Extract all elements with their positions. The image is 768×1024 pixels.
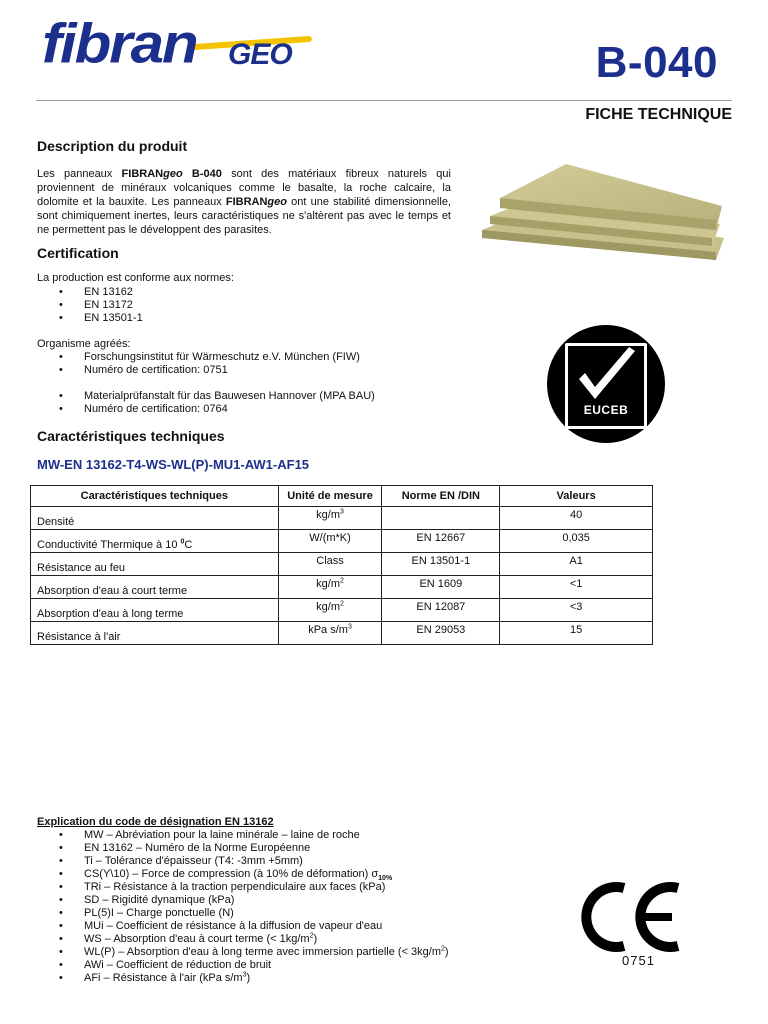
sheet-title: FICHE TECHNIQUE [585, 106, 732, 123]
characteristics-heading: Caractéristiques techniques [37, 428, 225, 444]
table-row [31, 599, 653, 622]
cell-norm: EN 1609 [382, 576, 500, 599]
cell-value: 40 [500, 507, 653, 530]
cell-value: 15 [500, 622, 653, 645]
list-item: • EN 13162 – Numéro de la Norme Européenne [37, 842, 537, 855]
product-panels-image [476, 158, 728, 268]
cell-unit: $kg/m^3$ [278, 507, 382, 530]
header-divider [36, 100, 732, 101]
explanation-list [37, 829, 537, 985]
cell-name: Conductivité Thermique à 10 $^0$C [31, 530, 279, 553]
cell-name: Résistance au feu [31, 553, 279, 576]
cell-unit: $kg/m^2$ [278, 576, 382, 599]
cell-value: 0,035 [500, 530, 653, 553]
table-row [31, 553, 653, 576]
list-item: • Numéro de certification: 0751 [37, 364, 360, 377]
cell-name: Densité [31, 507, 279, 530]
list-item: • PL(5)I – Charge ponctuelle (N) [37, 907, 537, 920]
description-text: Les panneaux FIBRANgeo B-040 sont des matériaux fibreux naturels qui proviennent de minéraux volcaniques comme le basalte, la roche calcaire, la dolomite et la bauxite. Les panneaux FIBRANgeo ont une stabilité dimensionnelle, sont chimiquement inertes, leurs caractéristiques ne s'altèrent pas avec le temps et ne permettent pas le développent des parasites. [37, 168, 451, 236]
euceb-label: EUCEB [583, 403, 629, 417]
cell-norm [382, 507, 500, 530]
column-header: Norme EN /DIN [382, 486, 500, 507]
org-intro: Organisme agréés: [37, 338, 131, 350]
certification-heading: Certification [37, 245, 119, 261]
euceb-badge [547, 325, 665, 443]
product-code: B-040 [595, 38, 718, 87]
cell-norm: EN 12667 [382, 530, 500, 553]
list-item: • WL(P) – Absorption d'eau à long terme avec immersion partielle (< $3kg/m^2$) [37, 946, 537, 959]
explanation-heading: Explication du code de désignation EN 13162 [37, 816, 274, 828]
list-item: • CS(Y\10) – Force de compression (à 10% de déformation) $\sigma_{10\%}$ [37, 868, 537, 881]
list-item: • Numéro de certification: 0764 [37, 403, 375, 416]
cell-value: <3 [500, 599, 653, 622]
designation-code: MW-EN 13162-T4-WS-WL(P)-MU1-AW1-AF15 [37, 457, 310, 472]
cell-value: A1 [500, 553, 653, 576]
list-item: • TRi – Résistance à la traction perpendiculaire aux faces (kPa) [37, 881, 537, 894]
technical-table [30, 485, 653, 645]
list-item: • Forschungsinstitut für Wärmeschutz e.V. München (FIW) [37, 351, 360, 364]
checkmark-icon [573, 345, 641, 409]
list-item: • MUi – Coefficient de résistance à la diffusion de vapeur d'eau [37, 920, 537, 933]
table-row [31, 507, 653, 530]
list-item: • EN 13172 [37, 299, 143, 312]
table-row [31, 622, 653, 645]
list-item: • EN 13162 [37, 286, 143, 299]
cell-norm: EN 12087 [382, 599, 500, 622]
ce-mark-icon [578, 880, 682, 954]
cell-unit: $kg/m^2$ [278, 599, 382, 622]
column-header: Valeurs [500, 486, 653, 507]
list-item: • MW – Abréviation pour la laine minérale – laine de roche [37, 829, 537, 842]
org2-list [37, 390, 375, 416]
list-item: • AFi – Résistance à l'air (kPa $s/m^3$) [37, 972, 537, 985]
cell-value: <1 [500, 576, 653, 599]
cell-name: Absorption d'eau à long terme [31, 599, 279, 622]
list-item: • SD – Rigidité dynamique (kPa) [37, 894, 537, 907]
table-row [31, 530, 653, 553]
cell-unit: Class [278, 553, 382, 576]
ce-number: 0751 [622, 953, 655, 968]
list-item: • EN 13501-1 [37, 312, 143, 325]
logo-suffix: GEO [228, 38, 292, 71]
column-header: Caractéristiques techniques [31, 486, 279, 507]
logo-brand: fibran [42, 12, 197, 75]
fibran-logo [42, 14, 322, 76]
table-header-row [31, 486, 653, 507]
org1-list [37, 351, 360, 377]
list-item: • WS – Absorption d'eau à court terme (< $1kg/m^2$) [37, 933, 537, 946]
column-header: Unité de mesure [278, 486, 382, 507]
cell-norm: EN 13501-1 [382, 553, 500, 576]
cell-name: Résistance à l'air [31, 622, 279, 645]
list-item: • AWi – Coefficient de réduction de bruit [37, 959, 537, 972]
cell-norm: EN 29053 [382, 622, 500, 645]
description-heading: Description du produit [37, 138, 188, 154]
cell-unit: kPa $s/m^3$ [278, 622, 382, 645]
table-row [31, 576, 653, 599]
cell-unit: W/(m*K) [278, 530, 382, 553]
cell-name: Absorption d'eau à court terme [31, 576, 279, 599]
norms-intro: La production est conforme aux normes: [37, 272, 234, 284]
norms-list [37, 286, 143, 325]
list-item: • Ti – Tolérance d'épaisseur (T4: -3mm +5mm) [37, 855, 537, 868]
list-item: • Materialprüfanstalt für das Bauwesen Hannover (MPA BAU) [37, 390, 375, 403]
